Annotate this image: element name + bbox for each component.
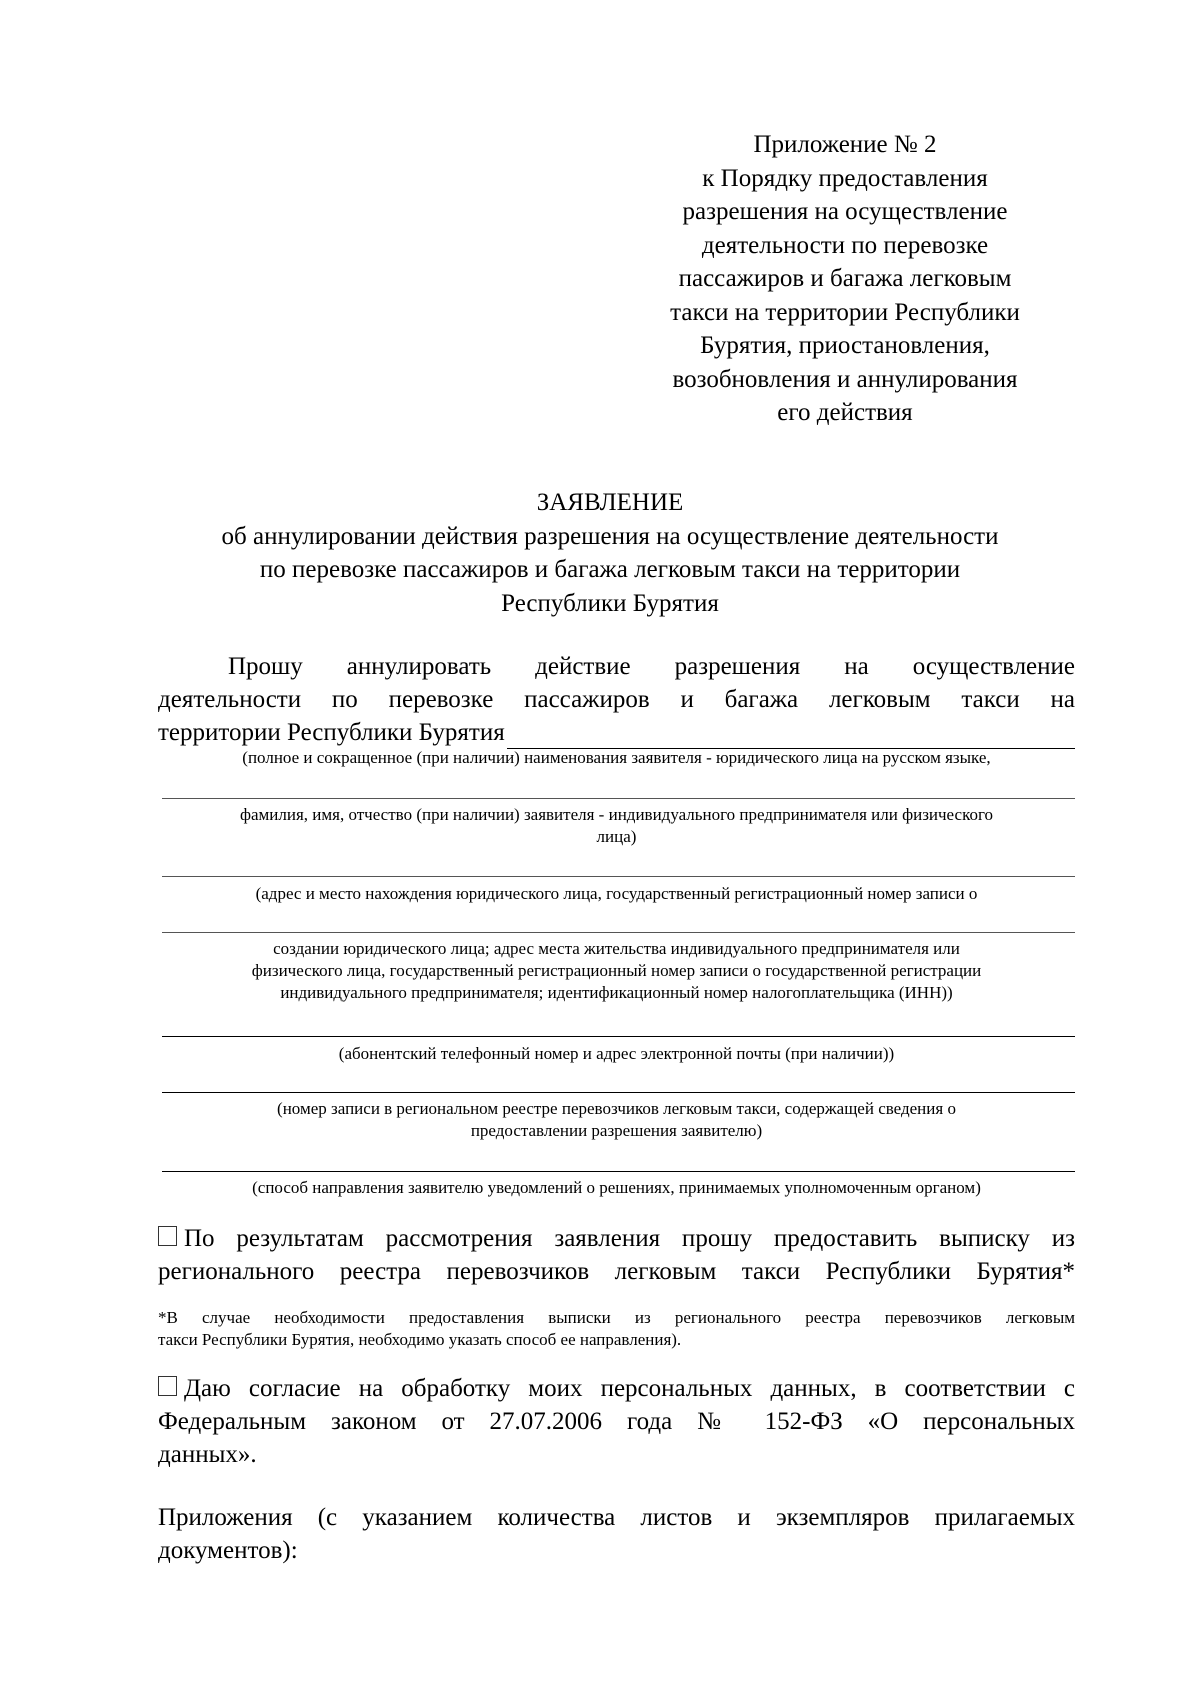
- consent-option-text: Федеральным законом от 27.07.2006 года № 152-ФЗ «О персональных: [158, 1408, 1075, 1435]
- hint-text: (способ направления заявителю уведомлений о решениях, принимаемых уполномоченным органом): [252, 1178, 981, 1197]
- request-line: Прошу аннулировать действие разрешения на осуществление: [228, 653, 1075, 680]
- extract-option-line: [158, 1222, 1075, 1255]
- hint-text: (абонентский телефонный номер и адрес электронной почты (при наличии)): [338, 1044, 895, 1063]
- request-line-with-field: [158, 716, 1075, 749]
- appendix-line: разрешения на осуществление: [682, 198, 1008, 225]
- extract-option-text: По результатам рассмотрения заявления прошу предоставить выписку из: [184, 1225, 1075, 1252]
- footnote-line: *В случае необходимости предоставления выписки из регионального реестра перевозчиков легковым: [158, 1308, 1075, 1327]
- hint-text: (номер записи в региональном реестре перевозчиков легковым такси, содержащей сведения о: [277, 1099, 956, 1118]
- footnote-line: такси Республики Бурятия, необходимо указать способ ее направления).: [158, 1330, 682, 1349]
- extract-option-text: регионального реестра перевозчиков легковым такси Республики Бурятия*: [158, 1258, 1075, 1285]
- consent-option: [158, 1372, 1075, 1471]
- extract-checkbox[interactable]: [158, 1226, 177, 1246]
- hint-text: лица): [596, 827, 637, 846]
- appendix-line: пассажиров и багажа легковым: [678, 265, 1012, 292]
- appendix-line: такси на территории Республики: [670, 298, 1020, 326]
- hint-address-2: [158, 938, 1075, 1004]
- attachments: [158, 1501, 1075, 1567]
- hint-text: (адрес и место нахождения юридического лица, государственный регистрационный номер записи о: [255, 884, 978, 903]
- consent-option-text: данных».: [158, 1441, 257, 1468]
- applicant-name-field-2[interactable]: [162, 798, 1075, 799]
- request-line: деятельности по перевозке пассажиров и багажа легковым такси на: [158, 686, 1075, 713]
- hint-notification: [158, 1177, 1075, 1199]
- request-line: территории Республики Бурятия: [158, 719, 505, 746]
- appendix-line: Приложение № 2: [753, 131, 937, 158]
- address-field-2[interactable]: [162, 932, 1075, 933]
- hint-text: создании юридического лица; адрес места жительства индивидуального предпринимателя или: [273, 939, 960, 958]
- hint-address-1: [158, 883, 1075, 905]
- hint-text: фамилия, имя, отчество (при наличии) заявителя - индивидуального предпринимателя или физического: [239, 805, 994, 824]
- appendix-line: деятельности по перевозке: [701, 231, 989, 259]
- hint-contacts: [158, 1043, 1075, 1065]
- title-line: об аннулировании действия разрешения на осуществление деятельности: [221, 522, 999, 550]
- registry-record-field[interactable]: [162, 1092, 1075, 1093]
- attachments-text: Приложения (с указанием количества листов и экземпляров прилагаемых: [158, 1504, 1075, 1531]
- request-paragraph: [158, 650, 1075, 749]
- applicant-name-field[interactable]: [507, 721, 1075, 749]
- hint-text: физического лица, государственный регистрационный номер записи о государственной регистрации: [251, 961, 982, 980]
- title-heading: ЗАЯВЛЕНИЕ: [536, 489, 684, 516]
- hint-text: (полное и сокращенное (при наличии) наименования заявителя - юридического лица на русском языке,: [242, 748, 991, 767]
- hint-text: предоставлении разрешения заявителю): [470, 1121, 763, 1140]
- footnote: [158, 1307, 1075, 1351]
- appendix-line: его действия: [777, 399, 913, 426]
- title-line: по перевозке пассажиров и багажа легковым такси на территории: [259, 556, 961, 583]
- appendix-line: возобновления и аннулирования: [672, 365, 1018, 393]
- appendix-header: [650, 128, 1040, 430]
- extract-option: [158, 1222, 1075, 1288]
- consent-checkbox[interactable]: [158, 1376, 177, 1396]
- hint-name-1: [158, 747, 1075, 769]
- consent-option-line: [158, 1372, 1075, 1405]
- attachments-text: документов):: [158, 1537, 298, 1564]
- hint-registry: [158, 1098, 1075, 1142]
- appendix-line: Бурятия, приостановления,: [700, 332, 990, 359]
- appendix-line: к Порядку предоставления: [702, 164, 988, 192]
- title-line: Республики Бурятия: [501, 589, 719, 617]
- consent-option-text: Даю согласие на обработку моих персональных данных, в соответствии с: [184, 1375, 1075, 1402]
- address-field-1[interactable]: [162, 876, 1075, 877]
- notification-method-field[interactable]: [162, 1171, 1075, 1172]
- contacts-field[interactable]: [162, 1036, 1075, 1037]
- hint-name-2: [158, 804, 1075, 848]
- document-title: [140, 486, 1080, 620]
- hint-text: индивидуального предпринимателя; идентификационный номер налогоплательщика (ИНН)): [280, 983, 953, 1002]
